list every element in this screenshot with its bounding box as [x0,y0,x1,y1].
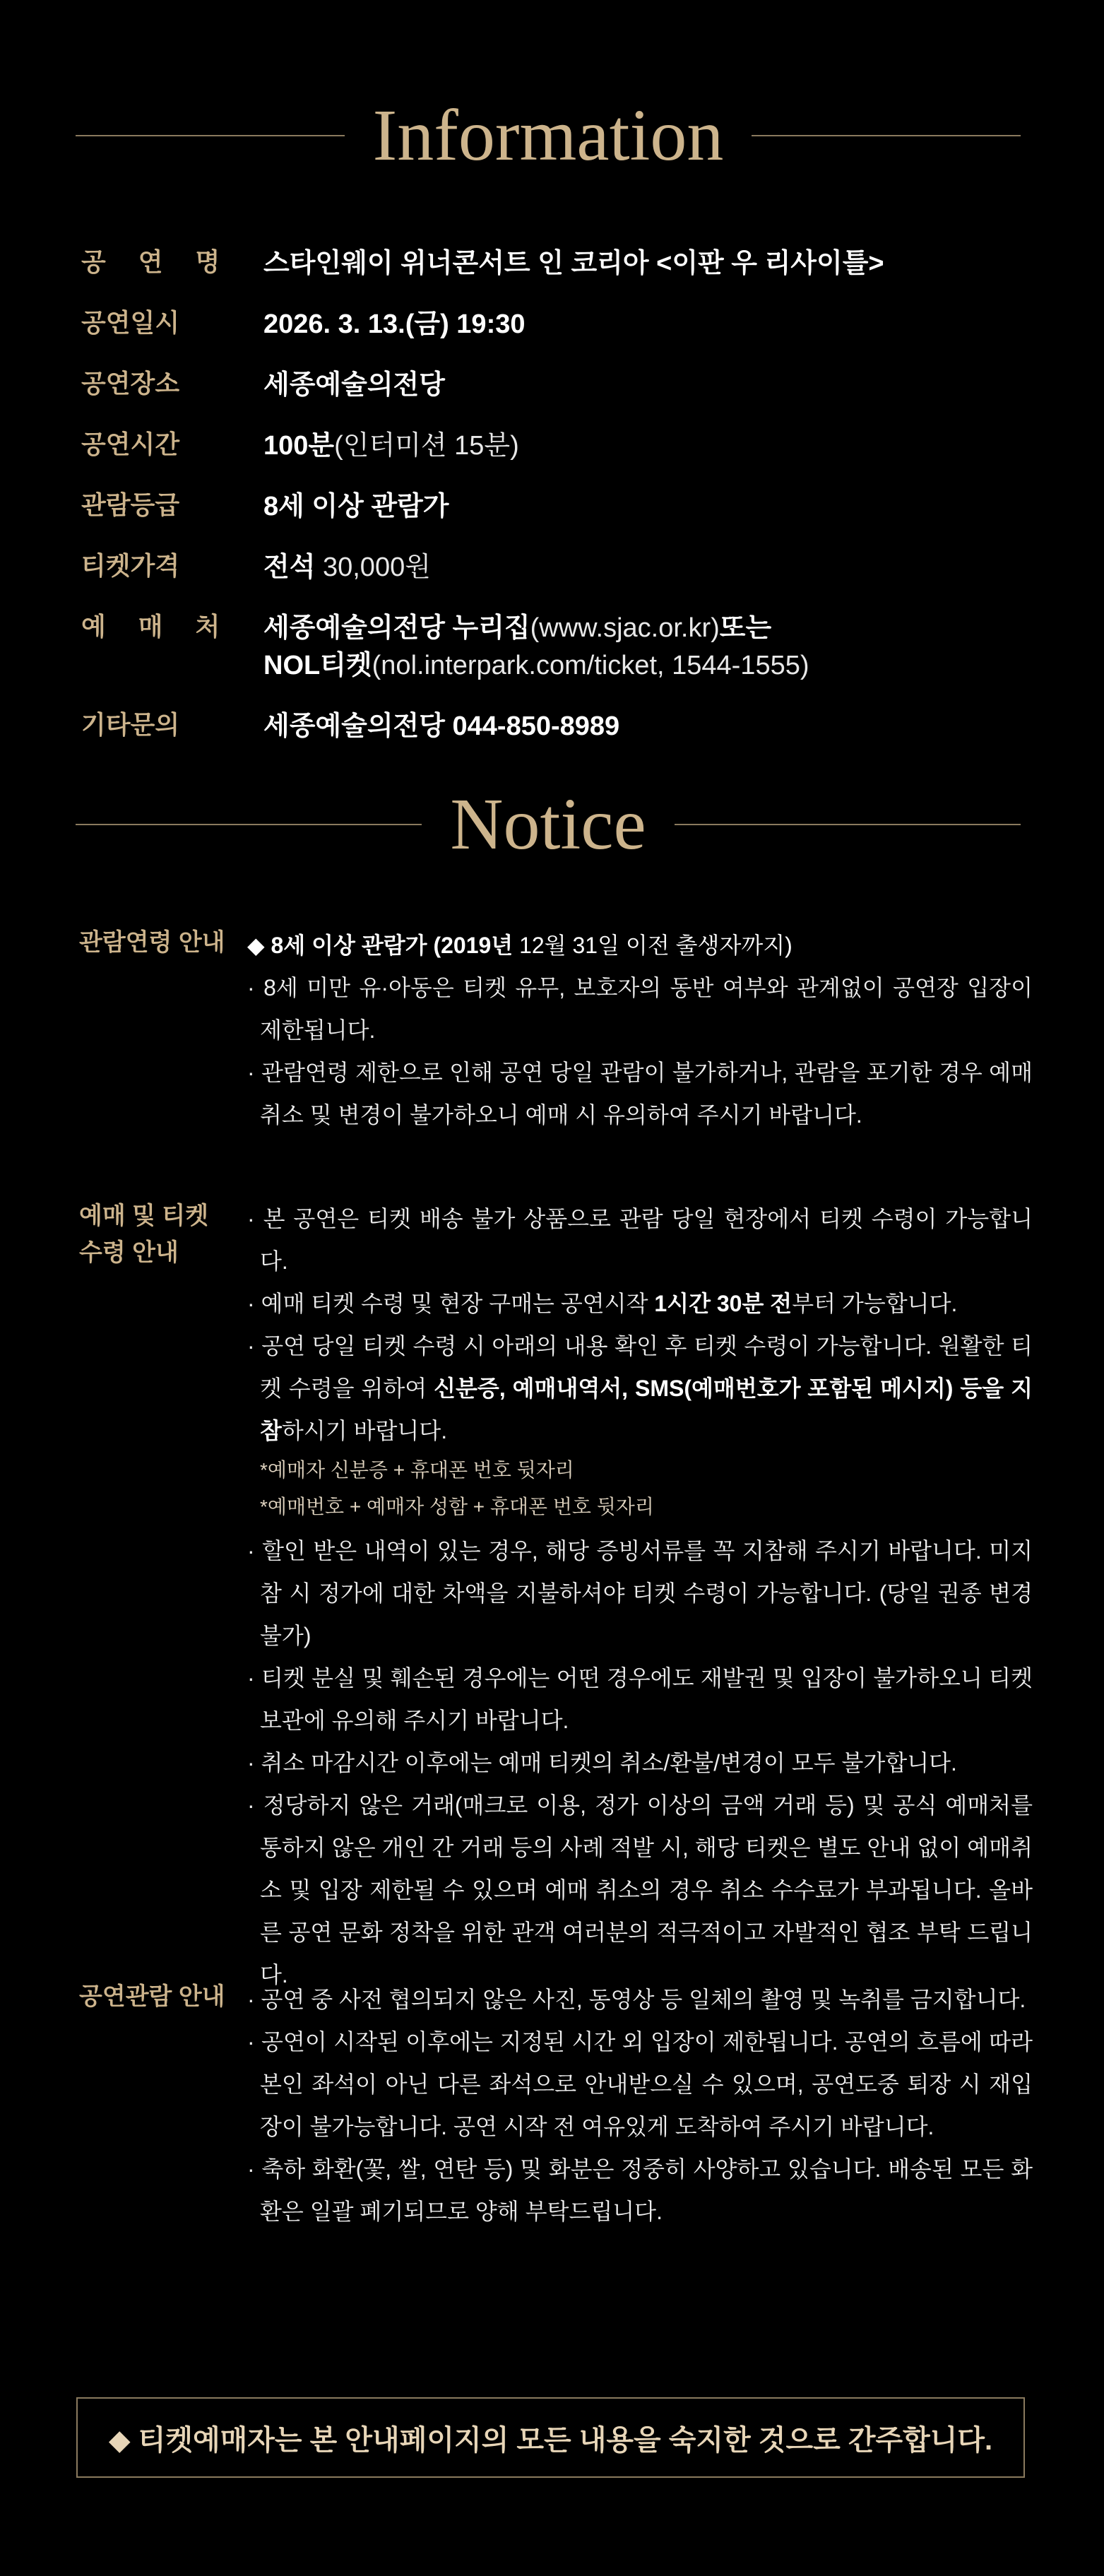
viewing-notice-section [79,1978,1033,2233]
viewing-section-label: 공연관람 안내 [79,1983,225,2010]
info-label: 공연장소 [81,369,180,398]
list-item: · 취소 마감시간 이후에는 예매 티켓의 취소/환불/변경이 모두 불가합니다. [247,1750,957,1776]
ticket-section-label [79,1198,247,1996]
info-value [263,427,519,465]
ticket-notice-section [79,1198,1033,1996]
price-amount: 30,000원 [315,553,431,582]
list-item: · 8세 미만 유·아동은 티켓 유무, 보호자의 동반 여부와 관계없이 공연장 입장이 제한됩니다. [247,975,1033,1043]
list-item: · 할인 받은 내역이 있는 경우, 해당 증빙서류를 꼭 지참해 주시기 바랍니다. 미지참 시 정가에 대한 차액을 지불하셔야 티켓 수령이 가능합니다. (당일 권종 변경 불가) [247,1538,1033,1648]
info-value: 8세 이상 관람가 [263,492,449,521]
info-row-duration [81,427,1021,465]
id-requirement-note: *예매자 신분증 + 휴대폰 번호 뒷자리 [260,1459,574,1481]
age-rating-rest: 12월 31일 이전 출생자까지) [513,933,793,958]
item-text: 부터 가능합니다. [792,1291,958,1316]
info-row-venue [81,367,1021,404]
item-emphasis: 신분증, 예매내역서, SMS(예매번호가 포함된 메시지) 등을 지참 [260,1376,1033,1443]
list-item: · 티켓 분실 및 훼손된 경우에는 어떤 경우에도 재발권 및 입장이 불가하오니 티켓 보관에 유의해 주시기 바랍니다. [247,1665,1033,1733]
viewing-section-body [247,1978,1033,2233]
info-value: 세종예술의전당 [263,370,445,400]
booking-nol-url[interactable]: (nol.interpark.com/ticket, 1544-1555) [372,651,809,680]
item-emphasis: 1시간 30분 전 [654,1291,793,1316]
booking-or: 또는 [719,613,772,643]
id-requirement-note: *예매번호 + 예매자 성함 + 휴대폰 번호 뒷자리 [260,1496,654,1518]
age-notice-section [79,924,1033,1136]
information-heading [76,95,1021,176]
info-row-datetime [81,306,1021,343]
acknowledgement-text: ◆ 티켓예매자는 본 안내페이지의 모든 내용을 숙지한 것으로 간주합니다. [108,2424,993,2456]
info-row-rating [81,488,1021,526]
list-item [247,1325,1033,1452]
info-label: 공연시간 [81,430,180,459]
info-label: 공연일시 [81,308,180,337]
list-item: · 관람연령 제한으로 인해 공연 당일 관람이 불가하거나, 관람을 포기한 경우 예매취소 및 변경이 불가하오니 예매 시 유의하여 주시기 바랍니다. [247,1060,1033,1128]
info-label: 예 매 처 [81,612,233,641]
list-item: · 정당하지 않은 거래(매크로 이용, 정가 이상의 금액 거래 등) 및 공식 예매처를 통하지 않은 개인 간 거래 등의 사례 적발 시, 해당 티켓은 별도 안내 없이 예매취소 및 입장 제한될 수 있으며 예매 취소의 경우 취소 수수료가 부과됩니다. 올바른 공연 문화 정착을 위한 관객 여러분의 적극적이고 자발적인 협조 부탁 드립니다. [247,1792,1033,1987]
info-label: 티켓가격 [81,551,180,580]
list-item: · 본 공연은 티켓 배송 불가 상품으로 관람 당일 현장에서 티켓 수령이 가능합니다. [247,1206,1033,1274]
age-section-label: 관람연령 안내 [79,929,225,956]
information-table [81,245,1021,769]
duration-extra: (인터미션 15분) [334,431,519,461]
heading-right-rule [752,135,1021,136]
list-item: · 축하 화환(꽃, 쌀, 연탄 등) 및 화분은 정중히 사양하고 있습니다. 배송된 모든 화환은 일괄 폐기되므로 양해 부탁드립니다. [247,2156,1033,2224]
info-value [263,549,431,586]
heading-left-rule [76,824,422,825]
booking-line-1 [263,610,809,647]
ticket-label-line-2: 수령 안내 [79,1239,179,1266]
info-label: 공 연 명 [81,247,233,276]
info-row-booking [81,610,1021,685]
list-item: · 공연 중 사전 협의되지 않은 사진, 동영상 등 일체의 촬영 및 녹취를 금지합니다. [247,1987,1026,2012]
booking-site-url[interactable]: (www.sjac.or.kr) [530,613,720,643]
age-rating-year: (2019년 [427,933,514,958]
age-section-body [247,924,1033,1136]
info-value: 스타인웨이 위너콘서트 인 코리아 <이판 우 리사이틀> [263,249,884,278]
ticket-section-body [247,1198,1033,1996]
booking-line-2 [263,647,809,685]
heading-right-rule [675,824,1021,825]
information-title: Information [372,95,724,176]
item-text: 하시기 바랍니다. [281,1418,448,1443]
list-item [247,1282,1033,1325]
info-value: 2026. 3. 13.(금) 19:30 [263,309,526,339]
item-text: · 공연 당일 티켓 수령 시 아래의 내용 확인 후 티켓 수령이 가능합니다. 원활한 티켓 수령을 위하여 [247,1333,1033,1401]
booking-site-name: 세종예술의전당 누리집 [263,613,530,643]
list-item: · 공연이 시작된 이후에는 지정된 시간 외 입장이 제한됩니다. 공연의 흐름에 따라 본인 좌석이 아닌 다른 좌석으로 안내받으실 수 있으며, 공연도중 퇴장 시 재입장이 불가능합니다. 공연 시작 전 여유있게 도착하여 주시기 바랍니다. [247,2029,1033,2139]
price-prefix: 전석 [263,553,316,582]
info-row-title [81,245,1021,283]
info-row-inquiry [81,708,1021,745]
info-label: 관람등급 [81,490,180,519]
age-rating-headline [247,924,1033,967]
age-rating-bold: ◆ 8세 이상 관람가 [247,933,427,958]
info-row-price [81,549,1021,586]
notice-title: Notice [450,784,646,865]
info-value: 세종예술의전당 044-850-8989 [263,711,620,741]
duration-main: 100분 [263,431,335,461]
info-label: 기타문의 [81,710,180,739]
booking-nol-name: NOL티켓 [263,651,372,680]
ticket-label-line-1: 예매 및 티켓 [79,1203,209,1229]
heading-left-rule [76,135,345,136]
item-text: · 예매 티켓 수령 및 현장 구매는 공연시작 [247,1291,655,1316]
info-value [263,610,809,685]
notice-heading [76,784,1021,865]
acknowledgement-banner [76,2397,1025,2478]
